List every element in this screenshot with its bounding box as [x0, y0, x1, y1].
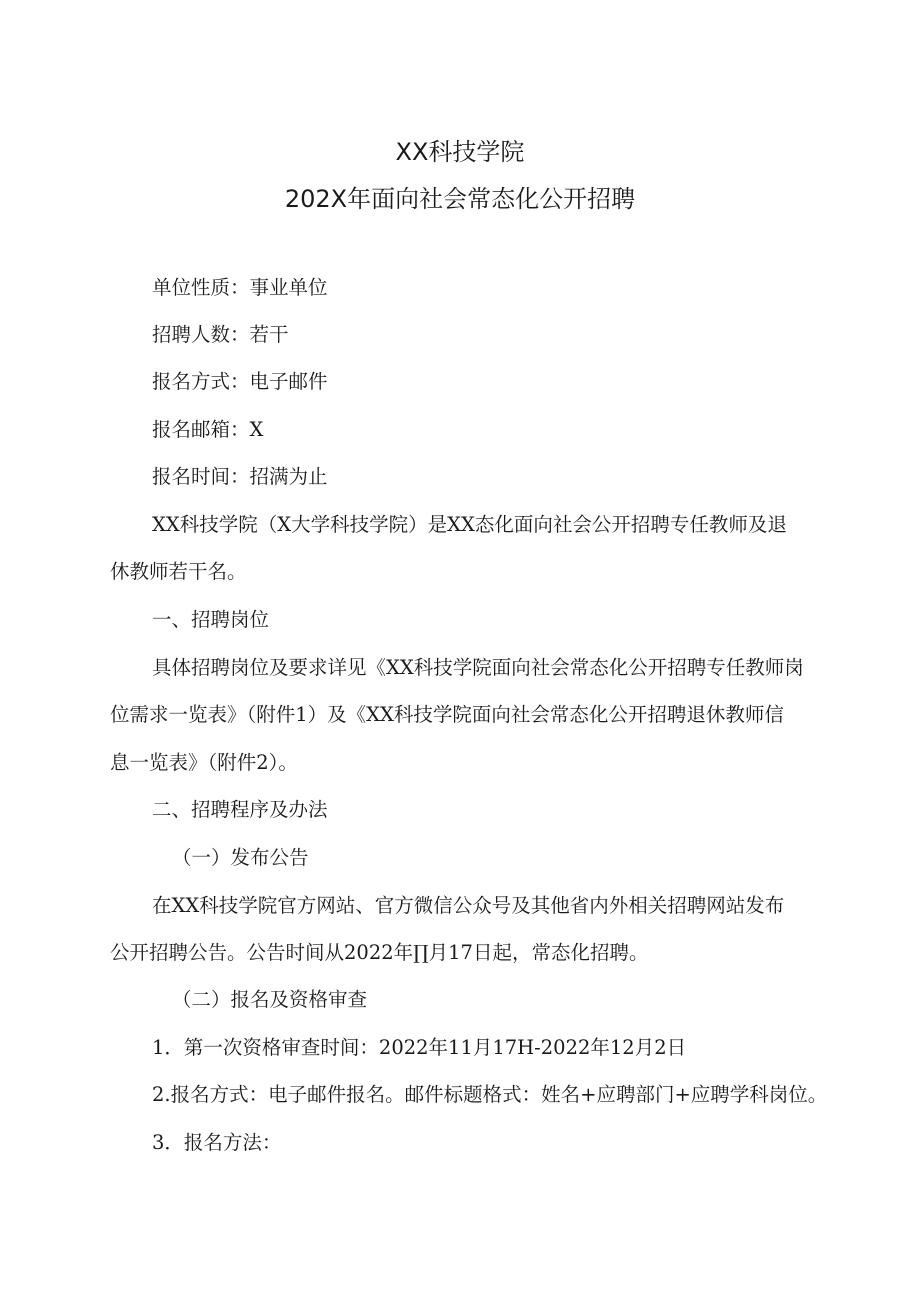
- section-heading-procedure: 二、招聘程序及办法: [152, 798, 328, 821]
- announcement-paragraph-line: 公开招聘公告。公告时间从2022年∏月17日起，常态化招聘。: [110, 941, 649, 964]
- intro-paragraph-line: 休教师若干名。: [110, 560, 247, 583]
- registration-item-1: 1．第一次资格审查时间：2022年11月17H-2022年12月2日: [152, 1036, 687, 1059]
- registration-item-3: 3．报名方法：: [152, 1131, 282, 1154]
- intro-paragraph-line: XX科技学院（X大学科技学院）是XX态化面向社会公开招聘专任教师及退: [152, 513, 787, 536]
- positions-paragraph-line: 位需求一览表》（附件1）及《XX科技学院面向社会常态化公开招聘退休教师信: [110, 703, 784, 726]
- announcement-paragraph-line: 在XX科技学院官方网站、官方微信公众号及其他省内外相关招聘网站发布: [152, 894, 785, 917]
- document-subtitle: 202X年面向社会常态化公开招聘: [284, 185, 636, 213]
- document-title: XX科技学院: [395, 138, 525, 166]
- section-heading-positions: 一、招聘岗位: [152, 608, 270, 631]
- info-apply-method: 报名方式：电子邮件: [152, 370, 328, 393]
- subsection-heading-registration: （二）报名及资格审查: [172, 988, 368, 1011]
- positions-paragraph-line: 息一览表》（附件2）。: [110, 751, 298, 774]
- info-apply-time: 报名时间：招满为止: [152, 465, 328, 488]
- positions-paragraph-line: 具体招聘岗位及要求详见《XX科技学院面向社会常态化公开招聘专任教师岗: [152, 656, 804, 679]
- info-recruit-count: 招聘人数：若干: [152, 323, 289, 346]
- registration-item-2: 2.报名方式：电子邮件报名。邮件标题格式：姓名+应聘部门+应聘学科岗位。: [152, 1083, 828, 1106]
- info-apply-email: 报名邮箱：X: [152, 418, 264, 441]
- info-unit-nature: 单位性质：事业单位: [152, 276, 328, 299]
- subsection-heading-announcement: （一）发布公告: [172, 846, 309, 869]
